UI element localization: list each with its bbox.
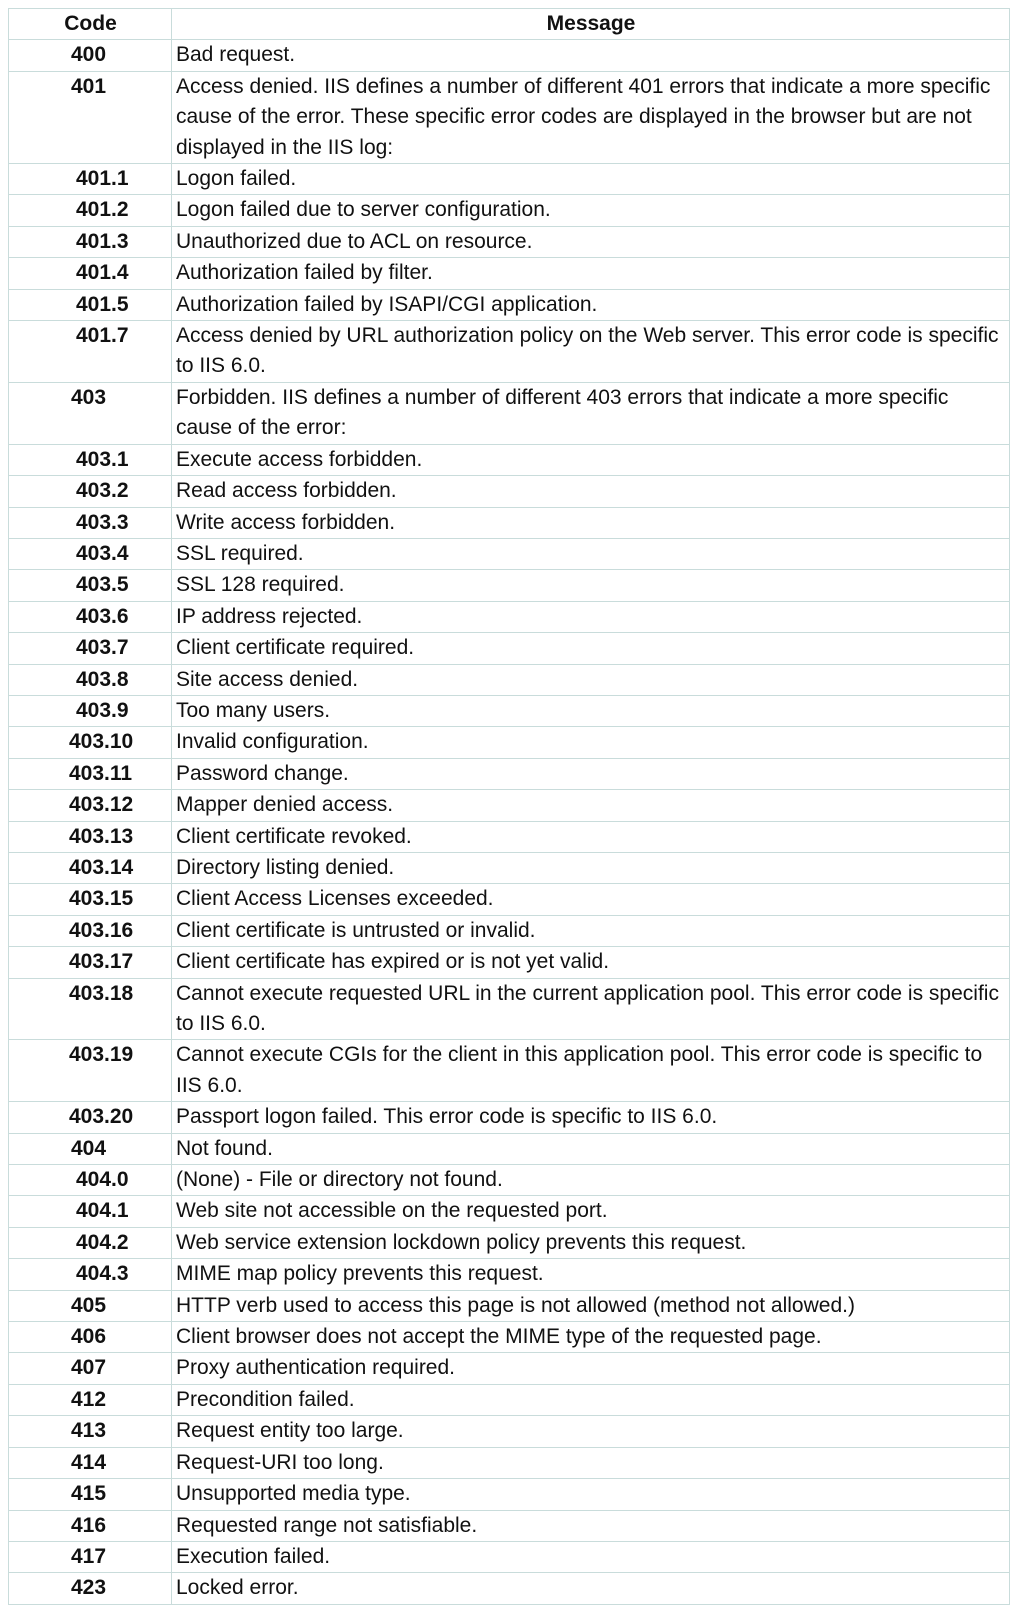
error-message-cell: Client browser does not accept the MIME type of the requested page. (172, 1322, 1010, 1353)
error-message-cell: Web site not accessible on the requested port. (172, 1196, 1010, 1227)
error-code-cell: 404.3 (9, 1259, 172, 1290)
error-message-cell: Access denied by URL authorization policy on the Web server. This error code is specific to IIS 6.0. (172, 321, 1010, 383)
error-message-cell: Too many users. (172, 695, 1010, 726)
table-row (9, 321, 1010, 383)
error-code-cell: 403.18 (9, 978, 172, 1040)
error-message-cell: Directory listing denied. (172, 852, 1010, 883)
error-code-cell: 403.14 (9, 852, 172, 883)
error-message-cell: Unsupported media type. (172, 1479, 1010, 1510)
table-row (9, 164, 1010, 195)
header-row (9, 9, 1010, 40)
table-row (9, 507, 1010, 538)
error-message-cell: Execution failed. (172, 1541, 1010, 1572)
error-message-cell: Web service extension lockdown policy prevents this request. (172, 1227, 1010, 1258)
error-code-cell: 401.4 (9, 258, 172, 289)
error-code-cell: 403.17 (9, 947, 172, 978)
error-message-cell: Site access denied. (172, 664, 1010, 695)
error-code-cell: 405 (9, 1290, 172, 1321)
error-code-cell: 404.1 (9, 1196, 172, 1227)
error-code-cell: 403.5 (9, 570, 172, 601)
table-row (9, 790, 1010, 821)
error-message-cell: IP address rejected. (172, 601, 1010, 632)
column-header-message: Message (172, 9, 1010, 40)
error-code-cell: 412 (9, 1384, 172, 1415)
error-code-cell: 404.0 (9, 1165, 172, 1196)
error-message-cell: Forbidden. IIS defines a number of different 403 errors that indicate a more specific cause of the error: (172, 382, 1010, 444)
error-code-cell: 404 (9, 1133, 172, 1164)
error-message-cell: Read access forbidden. (172, 476, 1010, 507)
error-message-cell: (None) - File or directory not found. (172, 1165, 1010, 1196)
table-row (9, 601, 1010, 632)
error-message-cell: Logon failed. (172, 164, 1010, 195)
error-code-cell: 403.3 (9, 507, 172, 538)
column-header-code: Code (9, 9, 172, 40)
error-message-cell: Mapper denied access. (172, 790, 1010, 821)
error-code-cell: 403.16 (9, 915, 172, 946)
table-row (9, 1447, 1010, 1478)
error-code-cell: 403.1 (9, 444, 172, 475)
error-message-cell: Client certificate revoked. (172, 821, 1010, 852)
error-code-cell: 403.13 (9, 821, 172, 852)
error-code-cell: 414 (9, 1447, 172, 1478)
error-message-cell: Client certificate has expired or is not yet valid. (172, 947, 1010, 978)
error-message-cell: HTTP verb used to access this page is not allowed (method not allowed.) (172, 1290, 1010, 1321)
error-code-cell: 403.11 (9, 758, 172, 789)
table-row (9, 884, 1010, 915)
table-row (9, 1541, 1010, 1572)
error-message-cell: SSL required. (172, 538, 1010, 569)
error-message-cell: Request entity too large. (172, 1416, 1010, 1447)
table-row (9, 664, 1010, 695)
error-code-cell: 403 (9, 382, 172, 444)
table-row (9, 1510, 1010, 1541)
table-row (9, 852, 1010, 883)
error-code-cell: 401.3 (9, 226, 172, 257)
table-row (9, 195, 1010, 226)
table-row (9, 226, 1010, 257)
table-row (9, 382, 1010, 444)
error-message-cell: Precondition failed. (172, 1384, 1010, 1415)
table-row (9, 444, 1010, 475)
table-row (9, 821, 1010, 852)
error-code-cell: 403.19 (9, 1040, 172, 1102)
table-row (9, 1479, 1010, 1510)
error-code-cell: 403.10 (9, 727, 172, 758)
table-row (9, 1290, 1010, 1321)
error-message-cell: Execute access forbidden. (172, 444, 1010, 475)
error-message-cell: Write access forbidden. (172, 507, 1010, 538)
error-message-cell: MIME map policy prevents this request. (172, 1259, 1010, 1290)
error-code-cell: 403.7 (9, 633, 172, 664)
table-row (9, 1416, 1010, 1447)
table-row (9, 289, 1010, 320)
table-row (9, 978, 1010, 1040)
error-code-cell: 415 (9, 1479, 172, 1510)
error-code-table-container (8, 8, 1009, 1605)
table-row (9, 1133, 1010, 1164)
error-message-cell: Bad request. (172, 40, 1010, 71)
error-message-cell: Not found. (172, 1133, 1010, 1164)
error-message-cell: SSL 128 required. (172, 570, 1010, 601)
table-row (9, 1384, 1010, 1415)
error-code-cell: 403.15 (9, 884, 172, 915)
error-code-cell: 423 (9, 1573, 172, 1604)
error-message-cell: Client certificate required. (172, 633, 1010, 664)
error-message-cell: Logon failed due to server configuration. (172, 195, 1010, 226)
table-row (9, 1040, 1010, 1102)
error-message-cell: Client Access Licenses exceeded. (172, 884, 1010, 915)
table-row (9, 947, 1010, 978)
table-row (9, 1259, 1010, 1290)
error-message-cell: Locked error. (172, 1573, 1010, 1604)
error-code-cell: 403.20 (9, 1102, 172, 1133)
error-message-cell: Passport logon failed. This error code is specific to IIS 6.0. (172, 1102, 1010, 1133)
table-row (9, 258, 1010, 289)
error-code-cell: 406 (9, 1322, 172, 1353)
error-message-cell: Invalid configuration. (172, 727, 1010, 758)
error-code-cell: 401.7 (9, 321, 172, 383)
error-code-cell: 403.9 (9, 695, 172, 726)
error-code-cell: 403.8 (9, 664, 172, 695)
error-message-cell: Authorization failed by filter. (172, 258, 1010, 289)
error-message-cell: Password change. (172, 758, 1010, 789)
error-code-cell: 407 (9, 1353, 172, 1384)
table-body (9, 40, 1010, 1604)
error-code-cell: 404.2 (9, 1227, 172, 1258)
error-code-cell: 413 (9, 1416, 172, 1447)
table-row (9, 538, 1010, 569)
error-code-cell: 403.2 (9, 476, 172, 507)
error-message-cell: Requested range not satisfiable. (172, 1510, 1010, 1541)
error-message-cell: Client certificate is untrusted or invalid. (172, 915, 1010, 946)
error-code-cell: 416 (9, 1510, 172, 1541)
table-row (9, 1196, 1010, 1227)
error-message-cell: Proxy authentication required. (172, 1353, 1010, 1384)
error-message-cell: Request-URI too long. (172, 1447, 1010, 1478)
table-row (9, 758, 1010, 789)
table-row (9, 915, 1010, 946)
error-message-cell: Cannot execute requested URL in the current application pool. This error code is specific to IIS 6.0. (172, 978, 1010, 1040)
table-row (9, 633, 1010, 664)
table-row (9, 1165, 1010, 1196)
error-code-cell: 401 (9, 71, 172, 163)
table-row (9, 1322, 1010, 1353)
error-message-cell: Unauthorized due to ACL on resource. (172, 226, 1010, 257)
error-message-cell: Authorization failed by ISAPI/CGI application. (172, 289, 1010, 320)
table-row (9, 1102, 1010, 1133)
error-code-cell: 400 (9, 40, 172, 71)
table-row (9, 40, 1010, 71)
table-row (9, 1353, 1010, 1384)
table-header (9, 9, 1010, 40)
error-code-cell: 401.5 (9, 289, 172, 320)
error-code-cell: 401.1 (9, 164, 172, 195)
error-code-cell: 401.2 (9, 195, 172, 226)
table-row (9, 71, 1010, 163)
table-row (9, 570, 1010, 601)
error-code-cell: 417 (9, 1541, 172, 1572)
table-row (9, 1227, 1010, 1258)
table-row (9, 695, 1010, 726)
error-code-cell: 403.12 (9, 790, 172, 821)
error-code-table (8, 8, 1010, 1605)
error-code-cell: 403.6 (9, 601, 172, 632)
table-row (9, 727, 1010, 758)
table-row (9, 476, 1010, 507)
error-code-cell: 403.4 (9, 538, 172, 569)
error-message-cell: Cannot execute CGIs for the client in this application pool. This error code is specific to IIS 6.0. (172, 1040, 1010, 1102)
error-message-cell: Access denied. IIS defines a number of different 401 errors that indicate a more specific cause of the error. These specific error codes are displayed in the browser but are not displayed in the IIS log: (172, 71, 1010, 163)
